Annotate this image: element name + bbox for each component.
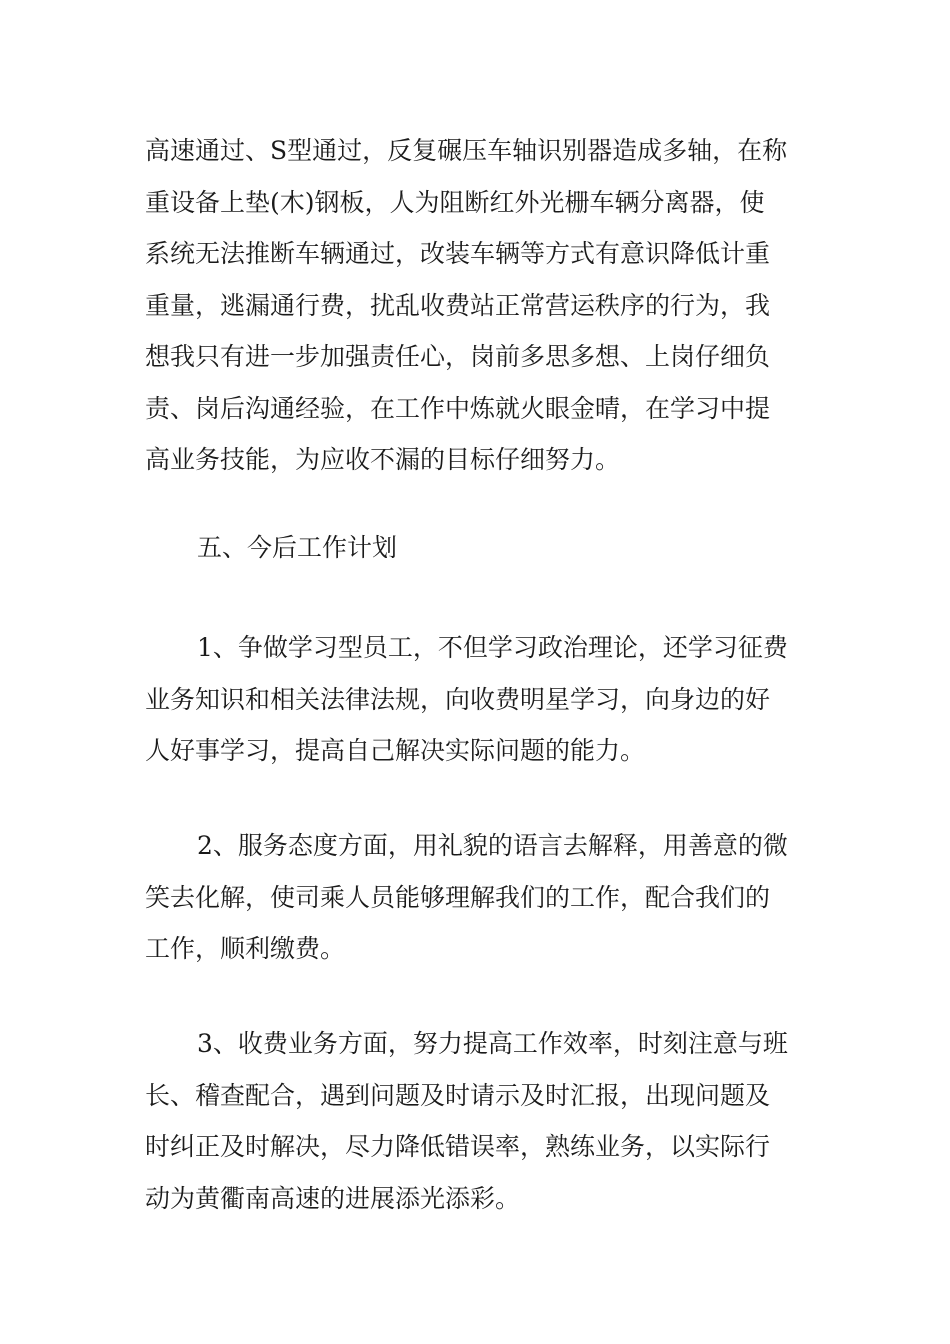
text-line: 重设备上垫(木)钢板，人为阻断红外光栅车辆分离器，使 (145, 187, 765, 217)
text-line: 高速通过、S型通过，反复碾压车轴识别器造成多轴，在称 (145, 136, 788, 165)
plan-item-2 (145, 820, 810, 975)
section-heading-text: 五、今后工作计划 (197, 533, 398, 562)
text-line: 业务知识和相关法律法规，向收费明星学习，向身边的好 (145, 684, 771, 714)
text-line: 重量，逃漏通行费，扰乱收费站正常营运秩序的行为，我 (145, 290, 771, 320)
plan-item-1 (145, 622, 810, 777)
paragraph-continuation (145, 125, 810, 486)
plan-item-3 (145, 1018, 810, 1224)
text-line: 人好事学习，提高自己解决实际问题的能力。 (145, 736, 646, 765)
text-line: 想我只有进一步加强责任心，岗前多思多想、上岗仔细负 (145, 342, 771, 371)
text-line: 3、收费业务方面，努力提高工作效率，时刻注意与班 (197, 1029, 788, 1058)
text-line: 1、争做学习型员工，不但学习政治理论，还学习征费 (197, 633, 788, 662)
section-heading (145, 522, 810, 574)
text-line: 笑去化解，使司乘人员能够理解我们的工作，配合我们的 (145, 882, 771, 912)
text-line: 2、服务态度方面，用礼貌的语言去解释，用善意的微 (197, 831, 788, 860)
text-line: 时纠正及时解决，尽力降低错误率，熟练业务，以实际行 (145, 1132, 771, 1161)
text-line: 系统无法推断车辆通过，改装车辆等方式有意识降低计重 (145, 239, 771, 268)
text-line: 长、稽查配合，遇到问题及时请示及时汇报，出现问题及 (145, 1080, 771, 1110)
text-line: 责、岗后沟通经验，在工作中炼就火眼金晴，在学习中提 (145, 393, 771, 423)
text-line: 高业务技能，为应收不漏的目标仔细努力。 (145, 445, 621, 474)
text-line: 动为黄衢南高速的进展添光添彩。 (145, 1183, 521, 1213)
text-line: 工作，顺利缴费。 (145, 934, 346, 963)
